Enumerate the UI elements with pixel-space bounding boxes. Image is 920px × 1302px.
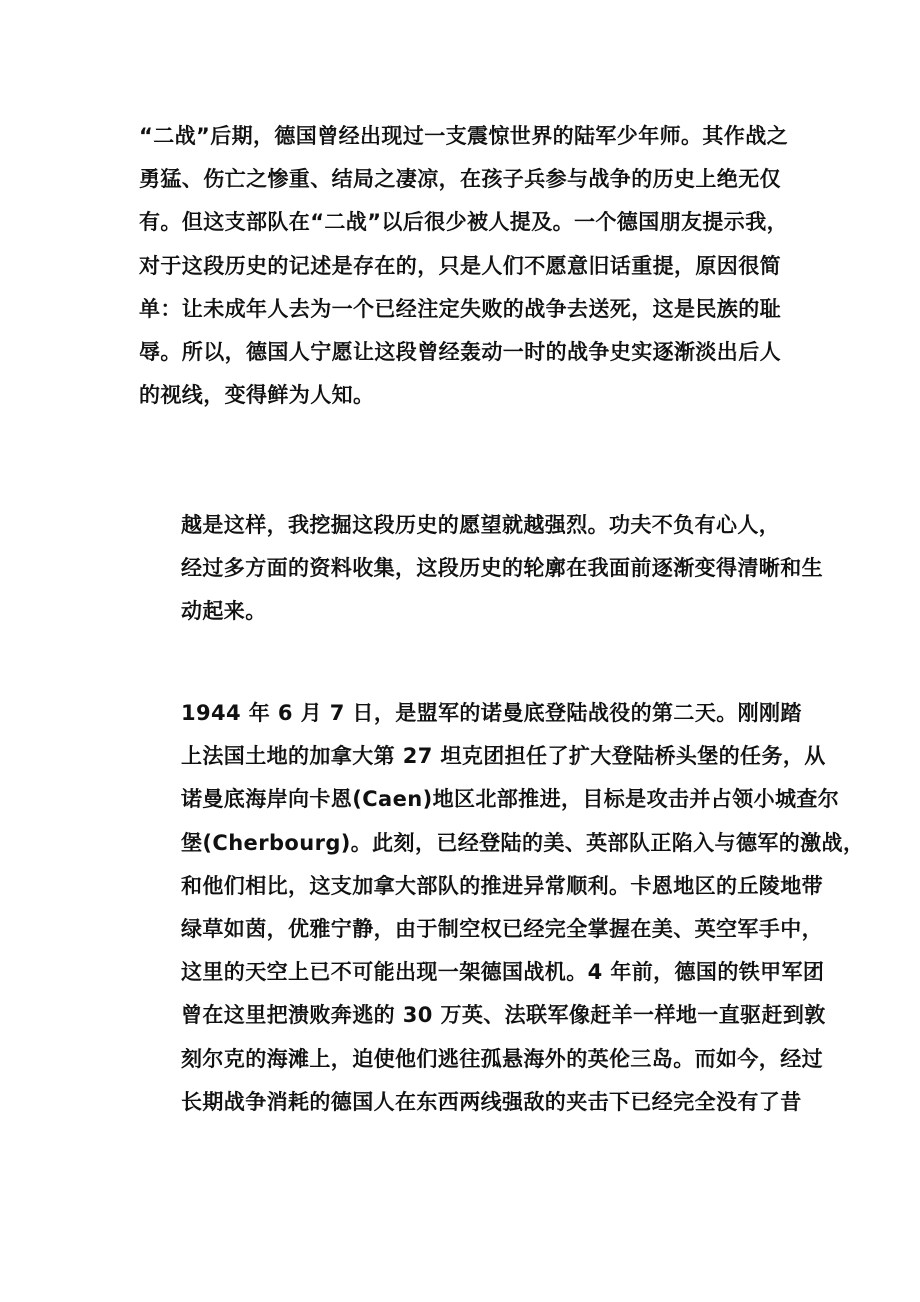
text-line: 堡(Cherbourg)。此刻，已经登陆的美、英部队正陷入与德军的激战， (181, 830, 865, 855)
text-line: 和他们相比，这支加拿大部队的推进异常顺利。卡恩地区的丘陵地带 (181, 873, 823, 898)
text-line: 绿草如茵，优雅宁静，由于制空权已经完全掌握在美、英空军手中， (181, 917, 823, 942)
text-line: 1944 年 6 月 7 日，是盟军的诺曼底登陆战役的第二天。刚刚踏 (181, 701, 802, 725)
text-line: 曾在这里把溃败奔逃的 30 万英、法联军像赶羊一样地一直驱赶到敦 (181, 1003, 826, 1028)
paragraph-research (139, 504, 823, 634)
text-line: 的视线，变得鲜为人知。 (139, 383, 375, 408)
text-line: 刻尔克的海滩上，迫使他们逃往孤悬海外的英伦三岛。而如今，经过 (181, 1046, 823, 1071)
paragraph-intro (139, 115, 787, 417)
paragraph-normandy (139, 692, 865, 1124)
text-line: 经过多方面的资料收集，这段历史的轮廓在我面前逐渐变得清晰和生 (181, 556, 823, 581)
text-line: 这里的天空上已不可能出现一架德国战机。4 年前，德国的铁甲军团 (181, 960, 825, 985)
text-line: 勇猛、伤亡之惨重、结局之凄凉，在孩子兵参与战争的历史上绝无仅 (139, 167, 781, 192)
text-line: 诺曼底海岸向卡恩(Caen)地区北部推进，目标是攻击并占领小城查尔 (181, 787, 840, 812)
text-line: 越是这样，我挖掘这段历史的愿望就越强烈。功夫不负有心人， (181, 513, 781, 537)
text-line: 上法国土地的加拿大第 27 坦克团担任了扩大登陆桥头堡的任务，从 (181, 744, 826, 769)
text-line: 动起来。 (181, 599, 267, 624)
text-line: 长期战争消耗的德国人在东西两线强敌的夹击下已经完全没有了昔 (181, 1089, 802, 1114)
text-line: 对于这段历史的记述是存在的，只是人们不愿意旧话重提，原因很简 (139, 253, 781, 278)
text-line: “二战”后期，德国曾经出现过一支震惊世界的陆军少年师。其作战之 (139, 124, 789, 148)
text-line: 辱。所以，德国人宁愿让这段曾经轰动一时的战争史实逐渐淡出后人 (139, 340, 781, 365)
text-line: 有。但这支部队在“二战”以后很少被人提及。一个德国朋友提示我， (139, 210, 789, 235)
text-line: 单：让未成年人去为一个已经注定失败的战争去送死，这是民族的耻 (139, 296, 781, 321)
